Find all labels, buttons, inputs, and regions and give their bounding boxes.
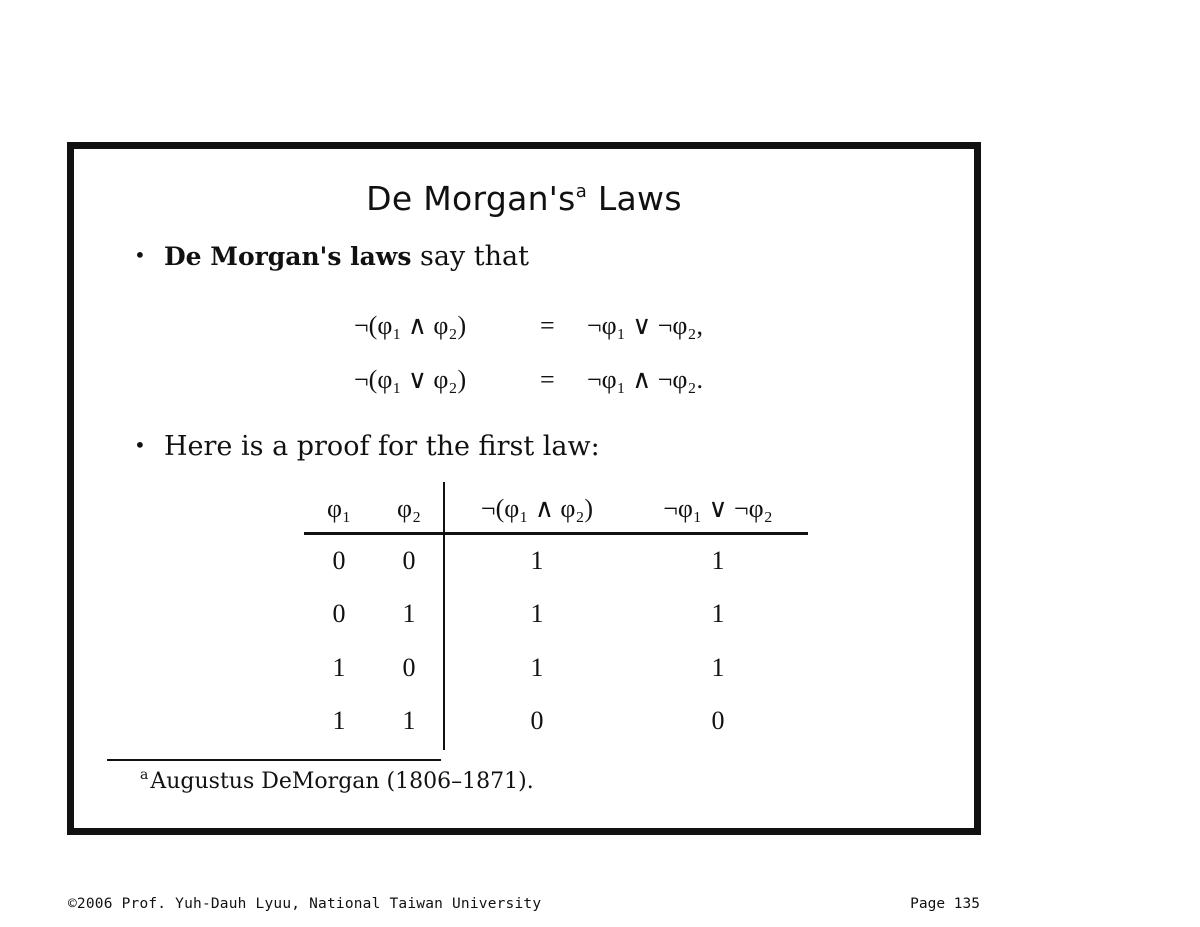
equation-rhs: ¬φ₁ ∨ ¬φ₂,: [587, 311, 703, 340]
table-cell: 1: [332, 706, 346, 735]
bullet-text: say that: [411, 241, 529, 272]
table-header-cell: ¬(φ₁ ∧ φ₂): [480, 494, 594, 523]
truth-table: [304, 482, 810, 750]
slide-title-text: De Morgan's: [366, 179, 576, 218]
table-cell: 1: [530, 546, 544, 575]
table-cell: 1: [530, 599, 544, 628]
equation-lhs: ¬(φ₁ ∧ φ₂): [354, 311, 467, 340]
bullet-icon: •: [134, 243, 146, 267]
table-cell: 0: [332, 546, 346, 575]
equation-lhs: ¬(φ₁ ∨ φ₂): [354, 365, 467, 394]
table-cell: 0: [402, 653, 416, 682]
table-cell: 0: [402, 546, 416, 575]
bullet-proof: [134, 431, 600, 462]
footer-page-number: Page 135: [910, 896, 980, 912]
table-header-cell: φ₂: [396, 494, 422, 523]
footnote-text: Augustus DeMorgan (1806–1871).: [150, 769, 534, 794]
footnote: [140, 769, 534, 794]
equation-rhs: ¬φ₁ ∧ ¬φ₂.: [587, 365, 703, 394]
table-header-cell: φ₁: [326, 494, 352, 523]
table-cell: 0: [711, 706, 725, 735]
table-cell: 0: [530, 706, 544, 735]
table-cell: 1: [711, 599, 725, 628]
table-cell: 1: [711, 653, 725, 682]
slide-frame: [67, 142, 981, 835]
table-cell: 1: [530, 653, 544, 682]
bullet-text: Here is a proof for the first law:: [164, 431, 600, 462]
bullet-icon: •: [134, 433, 146, 457]
equation-sign: =: [540, 311, 555, 340]
table-cell: 1: [402, 599, 416, 628]
table-cell: 0: [332, 599, 346, 628]
bullet-term: De Morgan's laws: [164, 242, 412, 271]
footnote-marker: a: [140, 767, 149, 783]
bullet-de-morgan-laws: [134, 241, 529, 272]
slide-title-rest: Laws: [597, 179, 682, 218]
footer-copyright: ©2006 Prof. Yuh-Dauh Lyuu, National Taiwan University: [68, 896, 542, 912]
equation-sign: =: [540, 365, 555, 394]
table-header-cell: ¬φ₁ ∨ ¬φ₂: [663, 494, 773, 523]
table-cell: 1: [402, 706, 416, 735]
table-vertical-rule: [443, 482, 445, 750]
table-cell: 1: [711, 546, 725, 575]
footnote-rule: [107, 759, 441, 761]
table-header-rule: [304, 532, 808, 535]
slide-title: [74, 179, 974, 218]
table-cell: 1: [332, 653, 346, 682]
title-footnote-marker: a: [575, 181, 588, 202]
